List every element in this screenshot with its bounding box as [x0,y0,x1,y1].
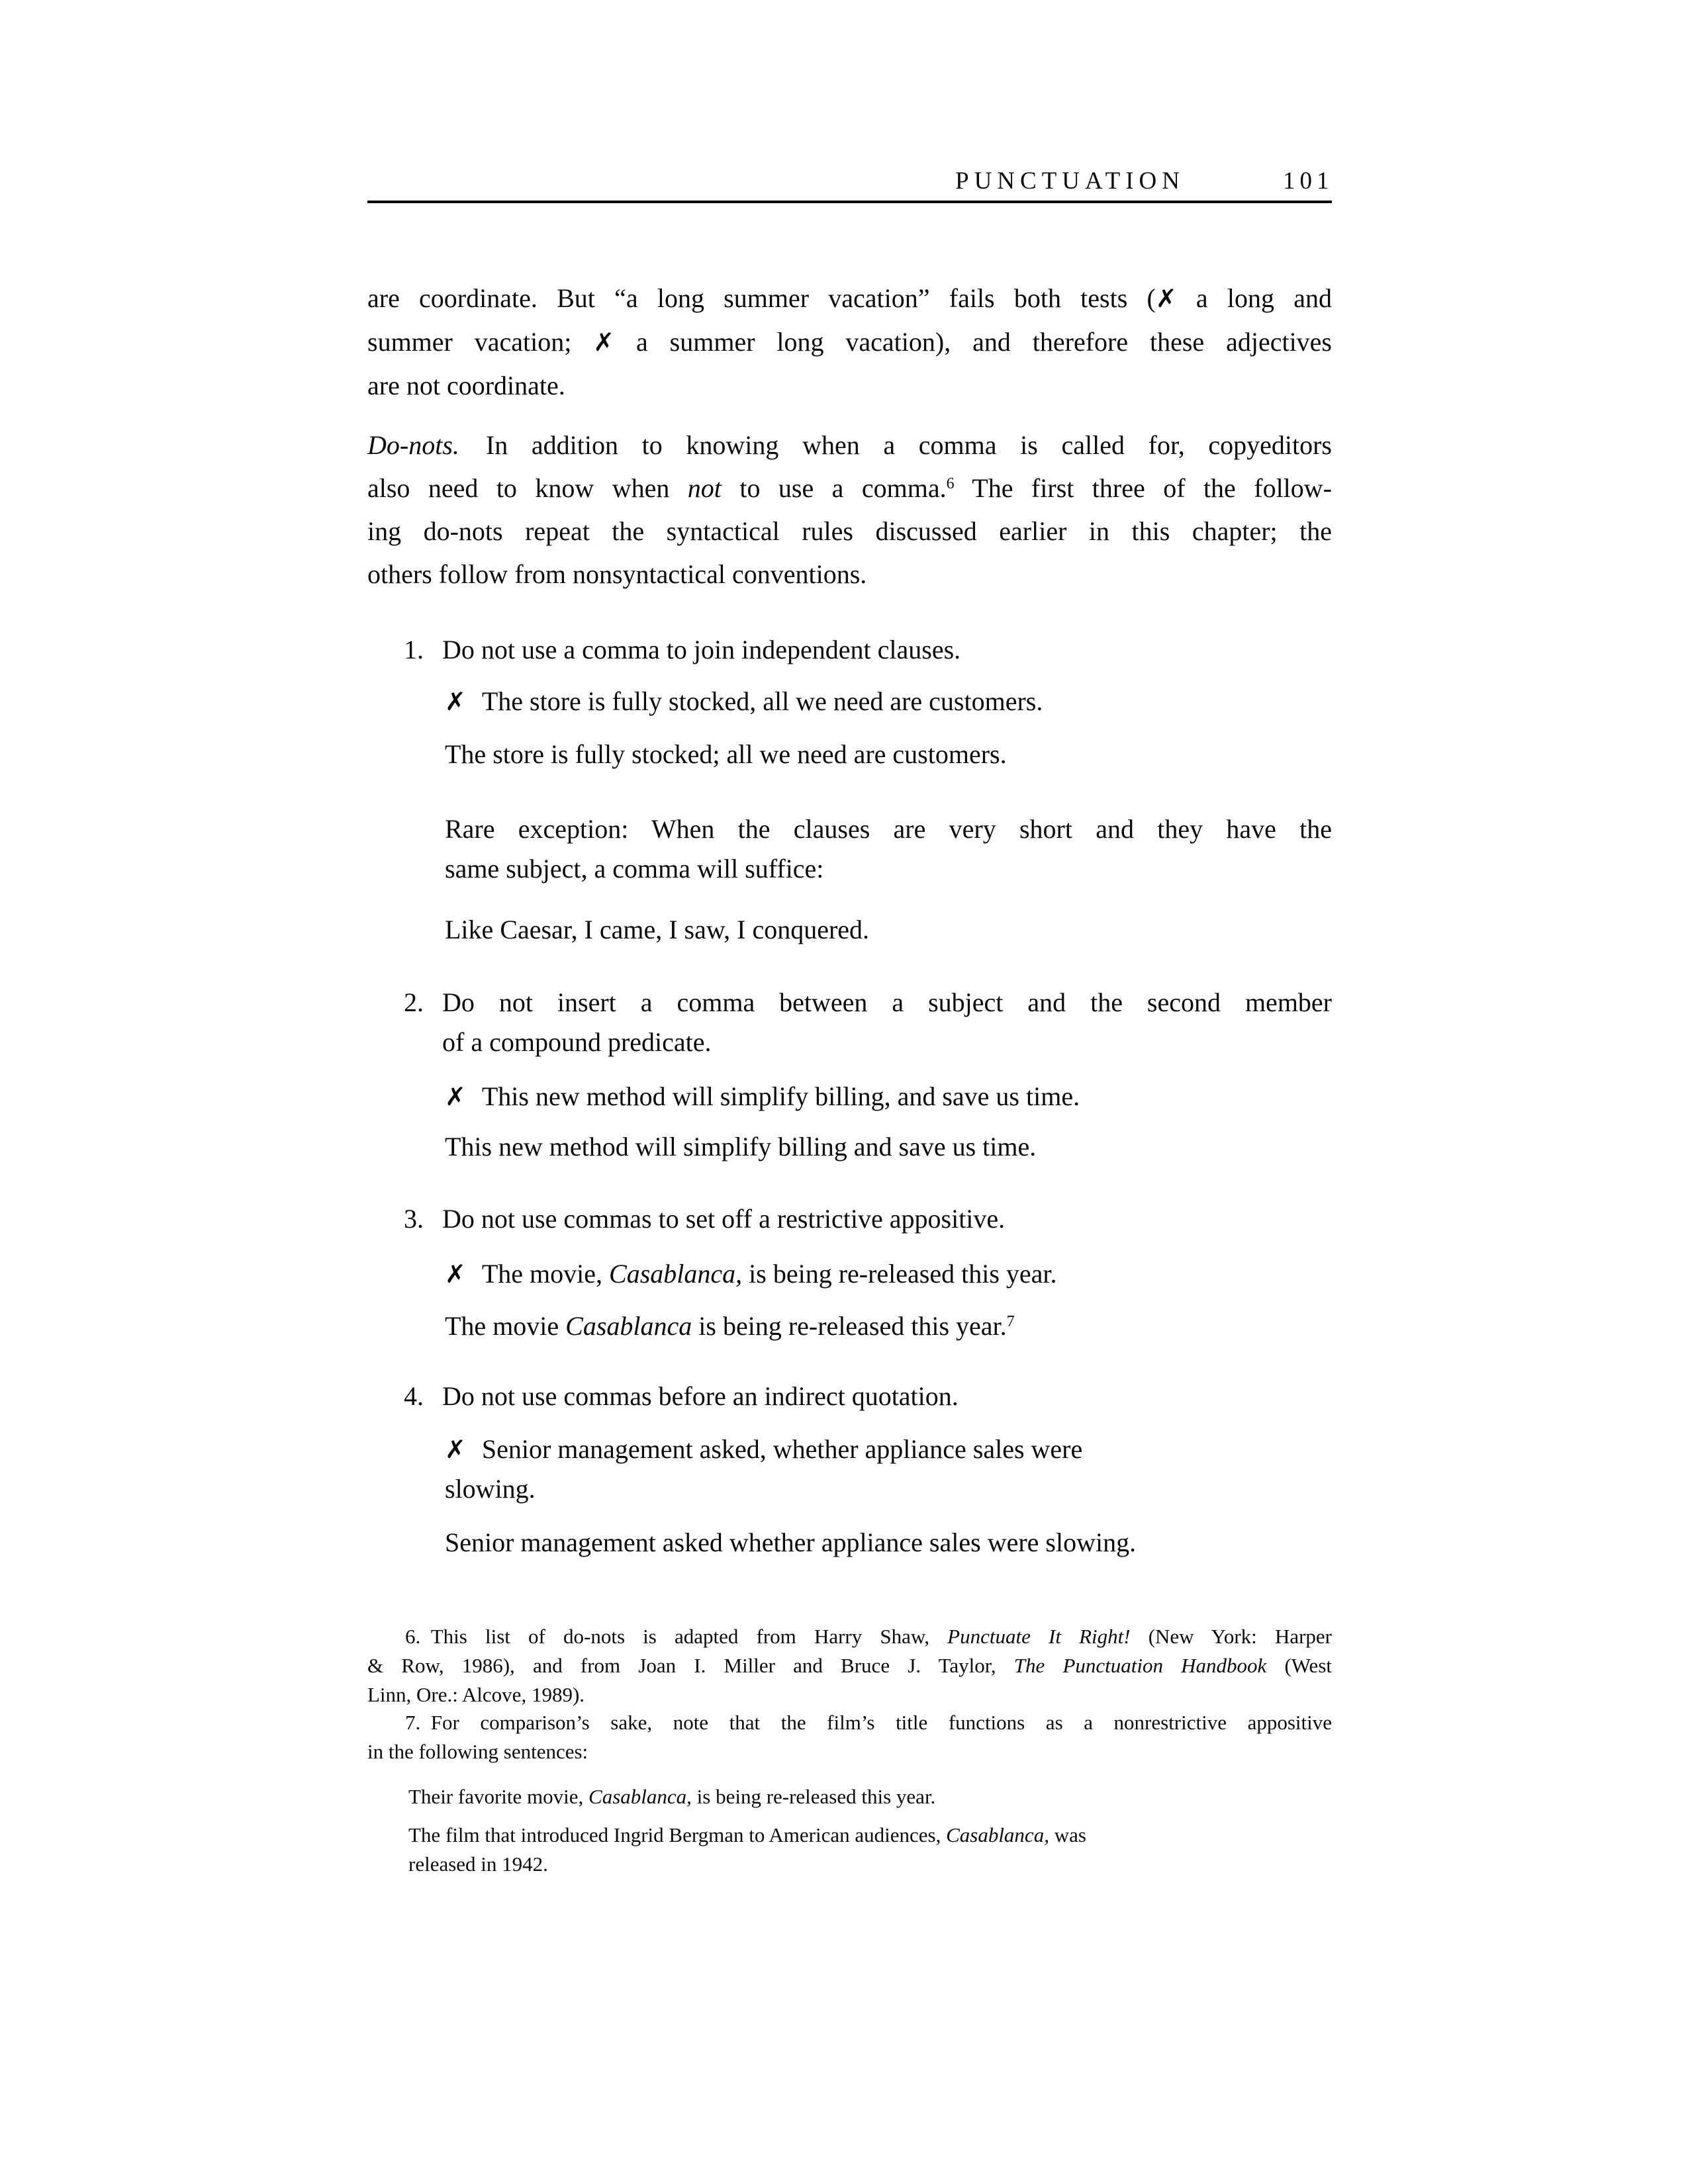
list-item-3-rule: Do not use commas to set off a restrictive appositive. [442,1204,1006,1234]
donot-cross-icon: ✗ [445,1082,466,1111]
donots-paragraph: Do-nots. In addition to knowing when a comma is called for, copyeditors also need to know when not to use a comma.$^6$ The first three of the follow- ing do-nots repeat the syntactical rules discussed earlier in this chapter; the others follow from nonsyntactical conventions. [367,430,1332,589]
list-item-2-corrected-example: This new method will simplify billing and save us time. [445,1132,1037,1161]
footnote-7: 7. For comparison’s sake, note that the film’s title functions as a nonrestrictive appositive in the following sentences: [367,1711,1332,1763]
list-item-4-number: 4. [404,1381,424,1411]
page-number: 101 [1283,167,1334,195]
list-item-4-rule: Do not use commas before an indirect quotation. [442,1381,959,1411]
list-item-4-corrected-example: Senior management asked whether appliance sales were slowing. [445,1527,1137,1557]
list-item-1-corrected-example: The store is fully stocked; all we need are customers. [445,739,1007,769]
footnote-6: 6. This list of do-nots is adapted from Harry Shaw, Punctuate It Right! (New York: Harper & Row, 1986), and from Joan I. Miller and Bruce J. Taylor, The Punctuation Handbook (West Linn, Ore.: Alcove, 1989). [367,1625,1332,1706]
list-item-3-donot-example: ✗ The movie, Casablanca, is being re-released this year. [445,1259,1057,1289]
list-item-3-corrected-example: The movie Casablanca is being re-released this year.$^7$ [445,1311,1015,1341]
header-rule [367,201,1332,203]
list-item-1-exception-note: Rare exception: When the clauses are very short and they have the same subject, a comma will suffice: [445,814,1332,884]
donot-cross-icon: ✗ [1155,284,1177,313]
list-item-2-donot-example: ✗ This new method will simplify billing, and save us time. [445,1081,1080,1111]
list-item-1-rule: Do not use a comma to join independent clauses. [442,635,961,664]
list-item-1-exception-example: Like Caesar, I came, I saw, I conquered. [445,915,870,944]
section-title: PUNCTUATION [955,167,1185,195]
intro-paragraph: are coordinate. But “a long summer vacation” fails both tests (✗ a long and summer vacation; ✗ a summer long vacation), and therefore these adjectives are not coordinate. [367,283,1332,400]
list-item-2-number: 2. [404,987,424,1017]
list-item-1-number: 1. [404,635,424,664]
donot-cross-icon: ✗ [445,687,466,716]
donot-cross-icon: ✗ [445,1259,466,1289]
list-item-2-rule: Do not insert a comma between a subject and the second member of a compound predicate. [442,987,1332,1057]
list-item-3-number: 3. [404,1204,424,1234]
list-item-4-donot-example: ✗ Senior management asked, whether appliance sales were slowing. [445,1434,1083,1504]
donot-cross-icon: ✗ [445,1435,466,1464]
footnote-example-2: The film that introduced Ingrid Bergman to American audiences, Casablanca, was released in 1942. [408,1823,1086,1876]
list-item-1-donot-example: ✗ The store is fully stocked, all we need are customers. [445,686,1043,716]
footnote-example-1: Their favorite movie, Casablanca, is being re-released this year. [408,1785,936,1808]
donot-cross-icon: ✗ [593,328,615,357]
